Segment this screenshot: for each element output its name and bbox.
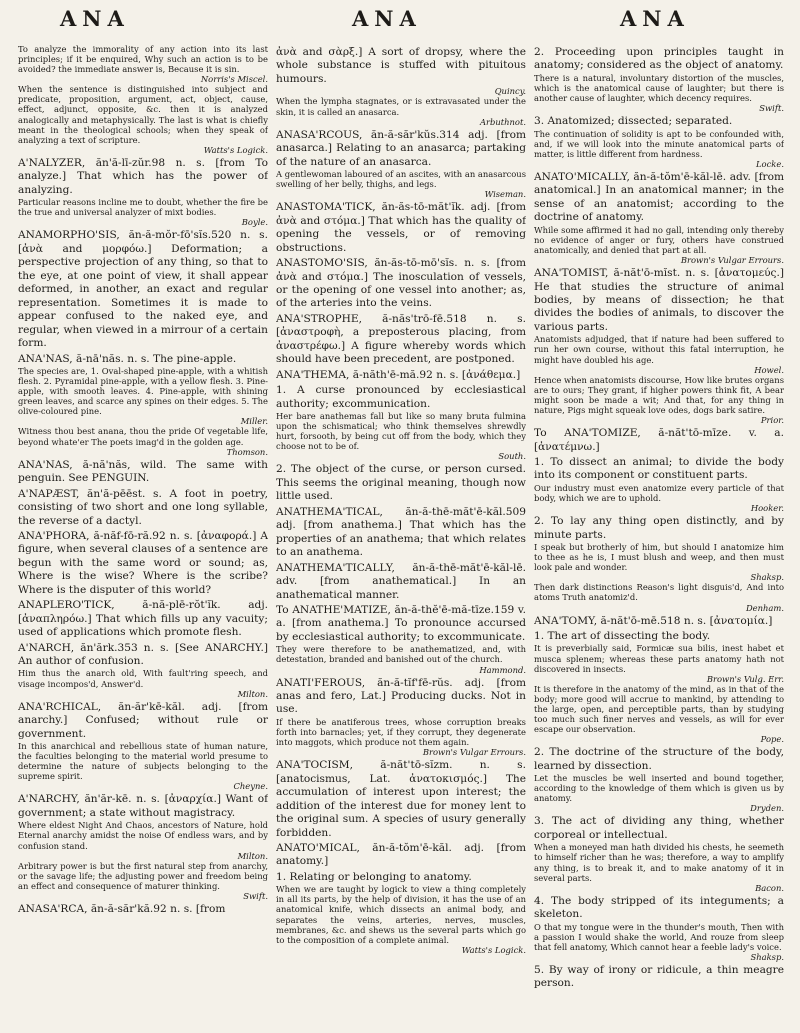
citation: Arbuthnot. [479, 116, 526, 127]
dictionary-entry: 1. A curse pronounced by ecclesiastical authority; excommunication. [276, 384, 526, 410]
dictionary-entry: ANA'PHORA, ă-năf-fō-ră.92 n. s. [ἀναφορά.] A figure, when several clauses of a sentence are begun with the same word or sound; as, Where is the wise? Where is the scribe? Where is the disputer of this world? [18, 529, 268, 596]
citation: Prior. [760, 415, 784, 425]
dictionary-entry: ANA'TOCISM, ă-năt'tō-sĭzm. n. s. [anatocismus, Lat. ἀνατοκισμός.] The accumulation of interest upon interest; the addition of the interest due for money lent to the original sum. A species of usury generally forbidden. [276, 759, 526, 839]
column-2 [276, 44, 526, 1029]
citation: Dryden. [750, 803, 784, 814]
citation: Quincy. [494, 86, 526, 97]
quotation: I speak but brotherly of him, but should I anatomize him to thee as he is, I must blush and weep, and then must look pale and wonder. [534, 542, 784, 573]
dictionary-entry: ANASA'RCOUS, ăn-ă-săr'kŭs.314 adj. [from anasarca.] Relating to an anasarca; partaking of the nature of an anasarca. [276, 128, 526, 168]
dictionary-entry: 3. The act of dividing any thing, whether corporeal or intellectual. [534, 815, 784, 841]
citation: Cheyne. [233, 781, 268, 792]
dictionary-entry: 2. The object of the curse, or person cursed. This seems the original meaning, though now little used. [276, 463, 526, 503]
dictionary-entry: 2. To lay any thing open distinctly, and by minute parts. [534, 515, 784, 541]
dictionary-entry: ANAMORPHO'SIS, ăn-ă-mŏr-fō'sĭs.520 n. s. [ἀνὰ and μορφόω.] Deformation; a perspective projection of any thing, so that to the eye, at one point of view, it shall appear deformed, in another, an exact and regular representation. Sometimes it is made to appear confused to the naked eye, and regular, when viewed in a mirrour of a certain form. [18, 229, 268, 350]
column-3 [534, 44, 784, 1029]
citation: Swift. [759, 103, 784, 114]
citation: Norris's Miscel. [200, 74, 268, 85]
quotation: Witness thou best anana, thou the pride Of vegetable life, beyond whate'er The poets imag'd in the golden age. [18, 426, 268, 447]
quotation: Then dark distinctions Reason's light disguis'd, And into atoms Truth anatomiz'd. [534, 582, 784, 603]
quotation: The continuation of solidity is apt to be confounded with, and, if we will look into the minute anatomical parts of matter, is little different from hardness. [534, 128, 784, 159]
dictionary-entry: 3. Anatomized; dissected; separated. [534, 115, 733, 128]
citation: Wiseman. [484, 189, 526, 200]
dictionary-entry: ANASTOMO'SIS, ăn-ăs-tō-mō'sĭs. n. s. [from ἀνὰ and στόμα.] The inosculation of vessels, or the opening of one vessel into another; as, of the arteries into the veins. [276, 257, 526, 310]
citation: Milton. [237, 850, 268, 861]
dictionary-entry: A'NAPÆST, ăn'ă-pēēst. s. A foot in poetry, consisting of two short and one long syllable, the reverse of a dactyl. [18, 487, 268, 527]
quotation: It is therefore in the anatomy of the mind, as in that of the body; more good will accrue to mankind, by attending to the large, open, and perceptible parts, than by studying too much such finer nerves and vessels, as will for ever escape our observation. [534, 683, 784, 735]
citation: Watts's Logick. [203, 144, 268, 155]
dictionary-entry: 2. The doctrine of the structure of the body, learned by dissection. [534, 746, 784, 772]
quotation: Let the muscles be well inserted and bound together, according to the knowledge of them which is given us by anatomy. [534, 773, 784, 804]
quotation: Him thus the anarch old, With fault'ring speech, and visage incompos'd, Answer'd. [18, 668, 268, 689]
quotation: They were therefore to be anathematized, and, with detestation, branded and banished out of the church. [276, 644, 526, 665]
citation: Hammond. [479, 664, 526, 675]
quotation: O that my tongue were in the thunder's mouth, Then with a passion I would shake the world, And rouze from sleep that fell anatomy, Which cannot hear a feeble lady's voice. [534, 921, 784, 952]
citation: Brown's Vulg. Err. [706, 673, 784, 684]
quotation: To analyze the immorality of any action into its last principles; if it be enquired, Why such an action is to be avoided? the immediate answer is, Because it is sin. [18, 44, 268, 75]
dictionary-entry: ANATI'FEROUS, ăn-ă-tĭf'fē-rŭs. adj. [from anas and fero, Lat.] Producing ducks. Not in use. [276, 676, 526, 716]
citation: Locke. [756, 158, 784, 169]
citation: Denham. [745, 602, 784, 613]
dictionary-entry: 2. Proceeding upon principles taught in anatomy; considered as the object of anatomy. [534, 46, 784, 72]
dictionary-entry: ANASA'RCA, ăn-ă-săr'kă.92 n. s. [from [18, 903, 226, 915]
quotation: A gentlewoman laboured of an ascites, with an anasarcous swelling of her belly, thighs, and legs. [276, 169, 526, 190]
quotation: In this anarchical and rebellious state of human nature, the faculties belonging to the material world presume to determine the nature of subjects belonging to the supreme spirit. [18, 741, 268, 782]
quotation: The species are, 1. Oval-shaped pine-apple, with a whitish flesh. 2. Pyramidal pine-apple, with a yellow flesh. 3. Pine-apple, with smooth leaves. 4. Pine-apple, with shining green leaves, and scarce any spines on their edges. 5. The olive-coloured pine. [18, 365, 268, 417]
column-1 [18, 44, 268, 1029]
citation: Hooker. [750, 503, 784, 514]
dictionary-entry: ANATHEMA'TICAL, ăn-ă-thē-măt'ē-kăl.509 adj. [from anathema.] That which has the properties of an anathema; that which relates to an anathema. [276, 505, 526, 559]
quotation: Her bare anathemas fall but like so many bruta fulmina upon the schismatical; who think themselves shrewdly hurt, forsooth, by being cut off from the body, which they choose not to be of. [276, 411, 526, 452]
quotation: Arbitrary power is but the first natural step from anarchy, or the savage life; the adjusting power and freedom being an effect and consequence of maturer thinking. [18, 860, 268, 891]
dictionary-entry: ANATHEMA'TICALLY, ăn-ă-thē-măt'ē-kăl-lē. adv. [from anathematical.] In an anathematical manner. [276, 561, 526, 601]
quotation: When a moneyed man hath divided his chests, he seemeth to himself richer than he was; therefore, a way to amplify any thing, is to break it, and to make anatomy of it in several parts. [534, 842, 784, 883]
page-header [0, 6, 800, 36]
dictionary-entry: 1. The art of dissecting the body. [534, 630, 711, 643]
dictionary-entry: ANA'TOMY, ă-năt'ō-mē.518 n. s. [ἀνατομία.] [534, 614, 773, 627]
citation: Pope. [760, 734, 784, 745]
citation: Swift. [243, 890, 268, 901]
citation: Howel. [754, 364, 784, 375]
quotation: Where eldest Night And Chaos, ancestors of Nature, hold Eternal anarchy amidst the noise Of endless wars, and by confusion stand. [18, 820, 268, 851]
citation: Boyle. [241, 217, 268, 228]
quotation: Hence when anatomists discourse, How like brutes organs are to ours; They grant, if higher powers think fit, A bear might soon be made a wit; And that, for any thing in nature, Pigs might squeak love odes, dogs bark satire. [534, 374, 784, 415]
dictionary-entry: ANATO'MICALLY, ăn-ă-tŏm'ē-kăl-lē. adv. [from anatomical.] In an anatomical manner; in the sense of an anatomist; according to the doctrine of anatomy. [534, 170, 784, 224]
dictionary-entry: ἀνὰ and σὰρξ.] A sort of dropsy, where the whole substance is stuffed with pituitous humours. [276, 46, 526, 85]
citation: Shaksp. [750, 951, 784, 962]
quotation: If there be anatiferous trees, whose corruption breaks forth into barnacles; yet, if they corrupt, they degenerate into maggots, which produce not them again. [276, 716, 526, 748]
citation: Milton. [237, 688, 268, 699]
quotation: There is a natural, involuntary distortion of the muscles, which is the anatomical cause of laughter; but there is another cause of laughter, which decency requires. [534, 72, 784, 104]
quotation: When the sentence is distinguished into subject and predicate, proposition, argument, act, object, cause, effect, adjunct, opposite, &c. then it is analyzed analogically and metaphysically. The last is what is chiefly meant in the theological schools; when they speak of analyzing a text of scripture. [18, 84, 268, 145]
quotation: When we are taught by logick to view a thing completely in all its parts, by the help of division, it has the use of an anatomical knife, which dissects an animal body, and separates the veins, arteries, nerves, muscles, membranes, &c. and shews us the several parts which go to the composition of a complete animal. [276, 884, 526, 945]
dictionary-entry: ANATO'MICAL, ăn-ă-tŏm'ē-kăl. adj. [from anatomy.] [276, 841, 526, 868]
dictionary-entry: ANA'STROPHE, ă-năs'trō-fē.518 n. s. [ἀναστροφὴ, a preposterous placing, from ἀναστρέφω.] A figure whereby words which should have been precedent, are postponed. [276, 312, 526, 366]
dictionary-columns [18, 44, 784, 1029]
dictionary-entry: ANA'NAS, ă-nă'năs, wild. The same with penguin. See PENGUIN. [18, 458, 268, 485]
dictionary-entry: A'NALYZER, ăn'ă-lī-zŭr.98 n. s. [from To analyze.] That which has the power of analyzing. [18, 156, 268, 196]
dictionary-entry: ANA'NAS, ă-nā'năs. n. s. The pine-apple. [18, 352, 237, 365]
header-center: ANA [352, 6, 422, 31]
dictionary-entry: A'NARCH, ăn'ărk.353 n. s. [See ANARCHY.] An author of confusion. [18, 641, 268, 668]
dictionary-entry: ANA'TOMIST, ă-năt'ō-mĭst. n. s. [ἀνατομεύς.] He that studies the structure of animal bodies, by means of dissection; he that divides the bodies of animals, to discover the various parts. [534, 267, 784, 333]
dictionary-entry: ANA'THEMA, ă-năth'ē-mă.92 n. s. [ἀνάθεμα.] [276, 368, 521, 381]
quotation: Particular reasons incline me to doubt, whether the fire be the true and universal analyzer of mixt bodies. [18, 197, 268, 218]
citation: Bacon. [755, 882, 784, 893]
header-left: ANA [60, 6, 130, 31]
dictionary-entry: 4. The body stripped of its integuments; a skeleton. [534, 894, 784, 921]
dictionary-entry: ANA'RCHICAL, ăn-ăr'kē-kăl. adj. [from anarchy.] Confused; without rule or government. [18, 700, 268, 740]
quotation: Anatomists adjudged, that if nature had been suffered to run her own course, without this fatal interruption, he might have doubled his age. [534, 334, 784, 365]
dictionary-entry: 1. To dissect an animal; to divide the body into its component or constituent parts. [534, 455, 784, 482]
dictionary-entry: ANAPLERO'TICK, ă-nă-plē-rŏt'ĭk. adj. [ἀναπληρόω.] That which fills up any vacuity; used of applications which promote flesh. [18, 599, 268, 639]
citation: Miller. [240, 416, 268, 427]
dictionary-entry: 5. By way of irony or ridicule, a thin meagre person. [534, 964, 784, 990]
citation: Brown's Vulgar Errours. [422, 747, 526, 758]
dictionary-entry: To ANATHE'MATIZE, ăn-ă-thĕ'ē-mă-tīze.159 v. a. [from anathema.] To pronounce accursed by ecclesiastical authority; to excommunicate. [276, 603, 526, 643]
header-right: ANA [620, 6, 690, 31]
quotation: Our industry must even anatomize every particle of that body, which we are to uphold. [534, 482, 784, 503]
quotation: While some affirmed it had no gall, intending only thereby no evidence of anger or fury, others have construed anatomically, and denied that part at all. [534, 224, 784, 255]
citation: Shaksp. [750, 572, 784, 583]
quotation: When the lympha stagnates, or is extravasated under the skin, it is called an anasarca. [276, 96, 526, 117]
dictionary-entry: 1. Relating or belonging to anatomy. [276, 870, 472, 883]
dictionary-entry: A'NARCHY, ăn'ăr-kē. n. s. [ἀναρχία.] Want of government; a state without magistracy. [18, 793, 268, 819]
dictionary-entry: To ANA'TOMIZE, ă-năt'tō-mīze. v. a. [ἀνατέμνω.] [534, 427, 784, 453]
citation: Thomson. [226, 446, 268, 457]
citation: South. [498, 451, 526, 462]
citation: Brown's Vulgar Errours. [680, 255, 784, 266]
quotation: It is preverbially said, Formicæ sua bilis, inest habet et musca splenem; whereas these parts anatomy hath not discovered in insects. [534, 643, 784, 674]
dictionary-entry: ANASTOMA'TICK, ăn-ăs-tō-măt'ĭk. adj. [from ἀνὰ and στόμα.] That which has the quality of opening the vessels, or of removing obstructions. [276, 201, 526, 254]
citation: Watts's Logick. [461, 944, 526, 955]
